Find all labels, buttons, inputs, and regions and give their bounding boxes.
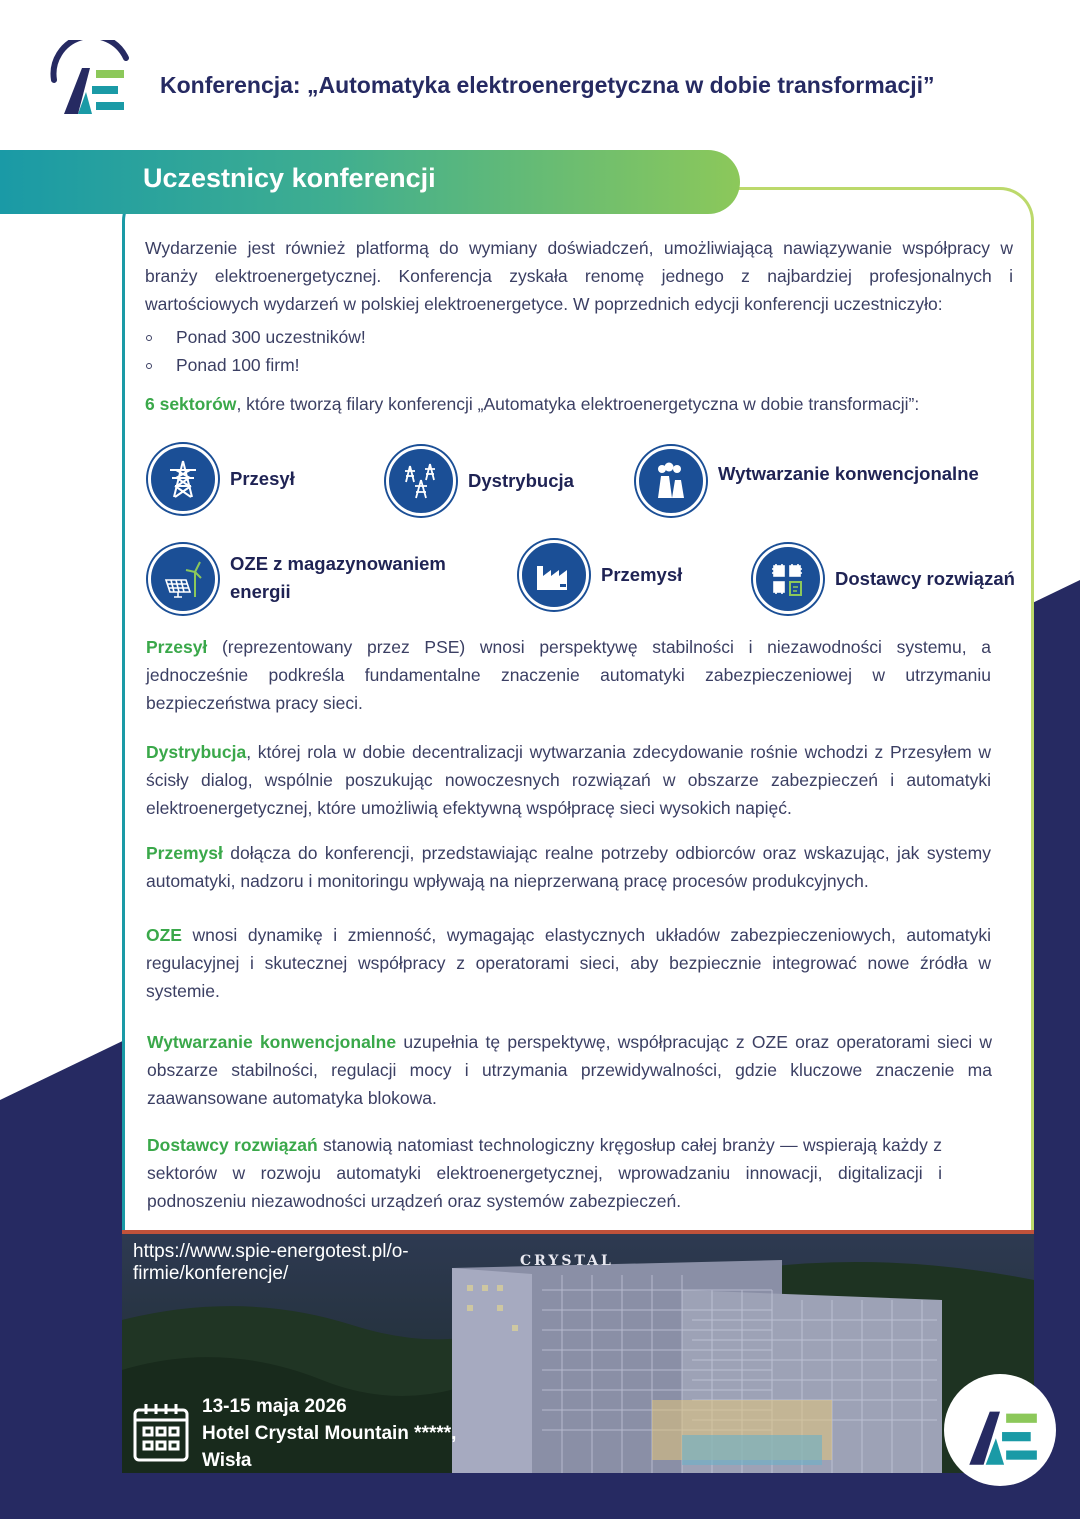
paragraph-przesyl bbox=[146, 633, 991, 717]
paragraph-text: , której rola w dobie decentralizacji wytwarzania zdecydowanie rośnie wchodzi z Przesyłem w ścisły dialog, wspólnie poszukując nowoczesnych rozwiązań w obszarze zabezpieczeń i automatyki elektroenergetycznej, które umożliwią efektywną współpracę sieci wysokich napięć. bbox=[146, 742, 991, 818]
event-city: Wisła bbox=[202, 1450, 252, 1471]
paragraph-text: stanowią natomiast technologiczny kręgosłup całej branży — wspierają każdy z sektorów w rozwoju automatyki elektroenergetycznej, wprowadzaniu innowacji, digitalizacji i podnoszeniu niezawodności urządzeń oraz systemów zabezpieczeń. bbox=[147, 1135, 942, 1211]
conference-title: Konferencja: „Automatyka elektroenergetyczna w dobie transformacji” bbox=[160, 72, 935, 98]
sectors-count: 6 sektorów bbox=[145, 394, 237, 414]
sector-label: Dystrybucja bbox=[468, 470, 574, 491]
paragraph-highlight: Przemysł bbox=[146, 843, 223, 863]
ae-logo-icon bbox=[957, 1389, 1043, 1471]
paragraph-text: (reprezentowany przez PSE) wnosi perspektywę stabilności i niezawodności systemu, a jednocześnie podkreśla fundamentalne znaczenie automatyki zabezpieczeniowej w utrzymaniu bezpieczeństwa pracy sieci. bbox=[146, 637, 991, 713]
list-item: Ponad 300 uczestników! bbox=[145, 323, 366, 351]
section-title: Uczestnicy konferencji bbox=[143, 163, 436, 193]
website-url[interactable]: https://www.spie-energotest.pl/o-firmie/konferencje/ bbox=[133, 1241, 409, 1284]
paragraph-oze bbox=[146, 921, 991, 1005]
paragraph-text: dołącza do konferencji, przedstawiając realne potrzeby odbiorców oraz wskazując, jak systemy automatyki, nadzoru i monitoringu wpływają na nieprzerwaną pracę procesów produkcyjnych. bbox=[146, 843, 991, 891]
power-plant-icon bbox=[636, 446, 706, 516]
paragraph-highlight: Dystrybucja bbox=[146, 742, 247, 762]
sector-dostawcy bbox=[753, 544, 1015, 614]
paragraph-highlight: Dostawcy rozwiązań bbox=[147, 1135, 318, 1155]
sector-label: Wytwarzanie konwencjonalne bbox=[718, 463, 979, 484]
sector-wytwarzanie bbox=[636, 446, 979, 516]
paragraph-przemysl bbox=[146, 839, 991, 895]
sector-label: Dostawcy rozwiązań bbox=[835, 568, 1015, 589]
solutions-chips-icon bbox=[753, 544, 823, 614]
factory-icon bbox=[519, 540, 589, 610]
participants-list bbox=[145, 323, 366, 379]
intro-paragraph: Wydarzenie jest również platformą do wymiany doświadczeń, umożliwiającą nawiązywanie współpracy w branży elektroenergetycznej. Konferencja zyskała renomę jednego z najbardziej profesjonalnych i wartościowych wydarzeń w polskiej elektroenergetyce. W poprzednich edycji konferencji uczestniczyło: bbox=[145, 238, 1013, 314]
transmission-tower-icon bbox=[148, 444, 218, 514]
sector-label: Przemysł bbox=[601, 564, 683, 585]
paragraph-highlight: Przesył bbox=[146, 637, 208, 657]
paragraph-text: uzupełnia tę perspektywę, współpracując z OZE oraz operatorami sieci w obszarze stabilności, regulacji mocy i utrzymania przewidywalności, gdzie kluczowe znaczenie ma zaawansowane automatyka blokowa. bbox=[147, 1032, 993, 1108]
sector-przemysl bbox=[519, 540, 682, 610]
solar-wind-icon bbox=[148, 544, 218, 614]
distribution-towers-icon bbox=[386, 446, 456, 516]
sector-dystrybucja bbox=[386, 446, 574, 516]
event-info bbox=[202, 1393, 522, 1474]
paragraph-text: wnosi dynamikę i zmienność, wymagając elastycznych układów zabezpieczeniowych, automatyki regulacyjnej i skutecznej współpracy z operatorami sieci, aby bezpiecznie integrować nowe źródła w systemie. bbox=[146, 925, 991, 1001]
sector-label: Przesył bbox=[230, 468, 295, 489]
hotel-sign: CRYSTAL bbox=[520, 1253, 614, 1269]
sector-label-line1: OZE z magazynowaniem bbox=[230, 553, 446, 574]
sectors-intro bbox=[145, 390, 1013, 418]
ae-logo-icon bbox=[48, 40, 132, 120]
paragraph-dostawcy bbox=[147, 1131, 942, 1215]
event-venue: Hotel Crystal Mountain *****, bbox=[202, 1423, 457, 1444]
paragraph-highlight: OZE bbox=[146, 925, 182, 945]
calendar-icon bbox=[132, 1400, 190, 1464]
sector-label bbox=[230, 550, 446, 606]
sectors-intro-text: , które tworzą filary konferencji „Automatyka elektroenergetyczna w dobie transformacji”: bbox=[236, 394, 920, 414]
paragraph-dystrybucja bbox=[146, 738, 991, 822]
sector-oze bbox=[148, 544, 446, 614]
ae-logo-badge bbox=[944, 1374, 1056, 1486]
list-item: Ponad 100 firm! bbox=[145, 351, 366, 379]
paragraph-highlight: Wytwarzanie konwencjonalne bbox=[147, 1032, 397, 1052]
sector-przesyl bbox=[148, 444, 295, 514]
sector-label-line2: energii bbox=[230, 581, 291, 602]
event-date: 13-15 maja 2026 bbox=[202, 1396, 347, 1417]
paragraph-wytwarzanie bbox=[147, 1028, 992, 1112]
